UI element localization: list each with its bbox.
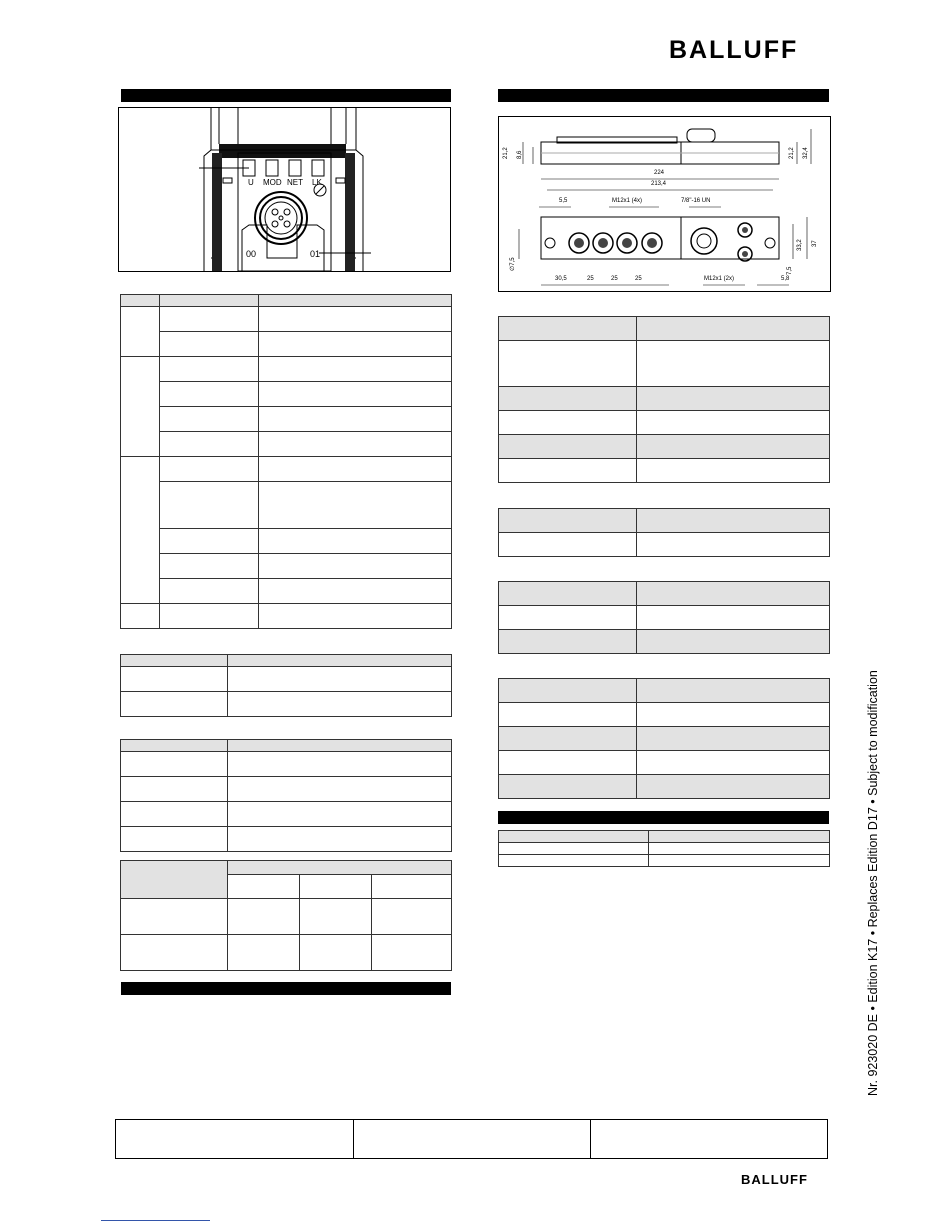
spec-table-1 — [498, 316, 830, 483]
table-row — [121, 332, 452, 357]
footer-logo: BALLUFF — [741, 1172, 808, 1187]
dim-label: 8,6 — [517, 150, 523, 159]
device-figure — [118, 107, 451, 272]
spec-table-2 — [498, 508, 830, 557]
port-table-1 — [120, 654, 452, 717]
table-header-row — [121, 655, 452, 667]
table-row — [499, 582, 830, 606]
table-row — [499, 435, 830, 459]
table-row — [499, 606, 830, 630]
dim-label: 224 — [654, 170, 665, 176]
table-row — [499, 843, 830, 855]
table-row — [121, 827, 452, 852]
table-row — [499, 317, 830, 341]
dim-label: 7,5 — [787, 266, 793, 275]
section-bar-right-bottom — [498, 811, 829, 824]
dim-label: 25 — [587, 276, 594, 282]
table-row — [121, 935, 452, 971]
dim-label: 213,4 — [651, 181, 667, 187]
table-row — [121, 554, 452, 579]
dim-label: 25 — [635, 276, 642, 282]
dim-label: 33,2 — [797, 239, 803, 251]
table-header-row — [121, 740, 452, 752]
header-logo: BALLUFF — [669, 36, 799, 64]
spec-table-3 — [498, 581, 830, 654]
table-row — [499, 533, 830, 557]
dim-label: 37 — [812, 240, 818, 247]
port-table-2 — [120, 739, 452, 852]
led-status-table — [120, 294, 452, 629]
table-row — [121, 357, 452, 382]
table-row — [121, 899, 452, 935]
table-row — [121, 482, 452, 529]
ordering-table — [498, 830, 830, 867]
table-row — [499, 459, 830, 483]
table-row — [121, 604, 452, 629]
table-row — [121, 457, 452, 482]
dim-label: 21,2 — [789, 147, 795, 159]
dimension-drawing — [498, 116, 831, 292]
dim-label: 32,4 — [803, 147, 809, 159]
table-row — [499, 775, 830, 799]
dim-label: 25 — [611, 276, 618, 282]
dim-label: M12x1 (4x) — [612, 198, 643, 204]
dim-label: M12x1 (2x) — [704, 276, 735, 282]
table-header-row — [121, 295, 452, 307]
table-row — [499, 411, 830, 435]
table-row — [121, 382, 452, 407]
dim-label: ∅7,5 — [510, 257, 516, 271]
table-row — [121, 579, 452, 604]
table-row — [499, 679, 830, 703]
device-logo: BALLUFF — [249, 118, 304, 130]
dim-label: 21,2 — [503, 147, 509, 159]
port-label-00: 00 — [246, 249, 257, 259]
led-label-u: U — [248, 178, 254, 187]
table-row — [499, 751, 830, 775]
section-bar-right-top — [498, 89, 829, 102]
section-bar-left-bottom — [121, 982, 451, 995]
table-row — [499, 509, 830, 533]
dim-label: 5,8 — [781, 276, 790, 282]
table-row — [121, 777, 452, 802]
table-header-row — [121, 861, 452, 875]
footer-divider — [353, 1120, 354, 1158]
table-row — [499, 727, 830, 751]
config-table — [120, 860, 452, 971]
table-row — [499, 855, 830, 867]
table-row — [499, 703, 830, 727]
footer-box — [115, 1119, 828, 1159]
table-row — [121, 407, 452, 432]
device-drawing — [119, 108, 450, 271]
dim-label: 30,5 — [555, 276, 567, 282]
table-row — [499, 341, 830, 387]
footer-divider — [590, 1120, 591, 1158]
side-note: Nr. 923020 DE • Edition K17 • Replaces Edition D17 • Subject to modification — [866, 670, 880, 1096]
table-row — [499, 387, 830, 411]
dimension-drawing-svg — [499, 117, 830, 291]
table-row — [121, 752, 452, 777]
dim-label: 7/8"-16 UN — [681, 198, 711, 204]
table-row — [121, 692, 452, 717]
led-label-lk: LK — [312, 178, 322, 187]
footer-underline — [101, 1220, 210, 1221]
table-header-row — [499, 831, 830, 843]
table-row — [121, 802, 452, 827]
table-row — [121, 667, 452, 692]
table-row — [499, 630, 830, 654]
led-label-mod: MOD — [263, 178, 282, 187]
table-row — [121, 432, 452, 457]
dim-label: 5,5 — [559, 198, 568, 204]
table-row — [121, 307, 452, 332]
table-row — [121, 529, 452, 554]
section-bar-left-top — [121, 89, 451, 102]
spec-table-4 — [498, 678, 830, 799]
port-label-01: 01 — [310, 249, 321, 259]
led-label-net: NET — [287, 178, 303, 187]
